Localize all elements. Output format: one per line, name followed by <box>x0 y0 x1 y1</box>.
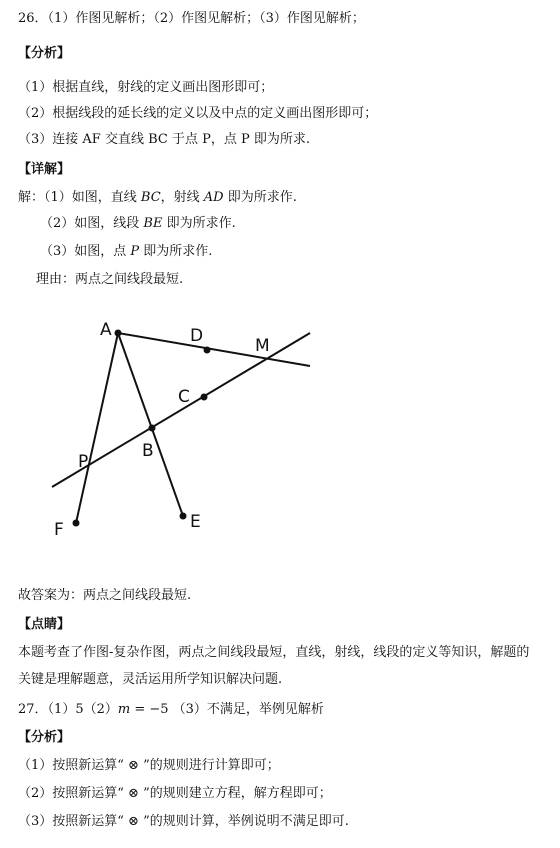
q27-analysis-2: （2）按照新运算“ ⊗ ”的规则建立方程，解方程即可； <box>18 786 332 801</box>
q27-answer <box>18 702 324 718</box>
q26-comment-2: 关键是理解题意，灵活运用所学知识解决问题. <box>18 672 283 687</box>
q26-comment-1: 本题考查了作图-复杂作图，两点之间线段最短，直线，射线，线段的定义等知识，解题的 <box>18 645 530 660</box>
q26-analysis-title: 【分析】 <box>18 46 71 61</box>
q26-detail-title: 【详解】 <box>18 162 71 177</box>
point-D <box>204 347 211 354</box>
label-F: F <box>54 520 64 540</box>
label-B: B <box>142 441 154 461</box>
point-E <box>180 513 187 520</box>
q26-detail-3 <box>40 244 212 260</box>
q27-analysis-1: （1）按照新运算“ ⊗ ”的规则进行计算即可； <box>18 758 280 773</box>
q27-analysis-3: （3）按照新运算“ ⊗ ”的规则计算，举例说明不满足即可. <box>18 814 349 829</box>
q26-analysis-1: （1）根据直线，射线的定义画出图形即可； <box>18 80 274 95</box>
q26-conclusion: 故答案为：两点之间线段最短. <box>18 588 192 603</box>
q26-comment-title: 【点睛】 <box>18 617 71 632</box>
label-M: M <box>255 336 270 356</box>
label-C: C <box>178 387 190 407</box>
detail-var: P <box>130 244 140 259</box>
label-E: E <box>190 512 201 532</box>
detail-text: （3）如图，点 <box>40 244 131 259</box>
answer-var: m <box>117 702 131 717</box>
label-D: D <box>190 326 204 346</box>
detail-text: （2）如图，线段 <box>40 216 144 231</box>
q26-detail-2 <box>40 216 236 232</box>
q26-detail-1 <box>18 190 297 206</box>
segment-AF <box>76 333 118 523</box>
detail-var: AD <box>203 190 224 205</box>
point-B <box>149 425 156 432</box>
q27-analysis-title: 【分析】 <box>18 730 71 745</box>
q26-answer: 26．（1）作图见解析；（2）作图见解析；（3）作图见解析； <box>18 11 365 26</box>
detail-var: BE <box>143 216 163 231</box>
detail-text: ，射线 <box>160 190 204 205</box>
q26-analysis-2: （2）根据线段的延长线的定义以及中点的定义画出图形即可； <box>18 106 378 121</box>
answer-text: 27．（1）5（2） <box>18 702 118 717</box>
detail-text: 解：（1）如图，直线 <box>18 190 141 205</box>
segment-AE <box>118 333 183 516</box>
detail-var: BC <box>140 190 161 205</box>
point-F <box>73 520 80 527</box>
detail-text: 即为所求作. <box>223 190 297 205</box>
line-BC <box>52 333 310 487</box>
point-C <box>201 394 208 401</box>
q26-reason: 理由：两点之间线段最短. <box>36 272 184 287</box>
geometry-figure <box>40 305 330 545</box>
detail-text: 即为所求作. <box>162 216 236 231</box>
detail-text: 即为所求作. <box>139 244 213 259</box>
point-A <box>115 330 122 337</box>
answer-text: = −5 （3）不满足，举例见解析 <box>130 702 324 717</box>
label-A: A <box>100 320 112 340</box>
q26-analysis-3: （3）连接 AF 交直线 BC 于点 P，点 P 即为所求. <box>18 132 310 147</box>
label-P: P <box>78 452 89 472</box>
